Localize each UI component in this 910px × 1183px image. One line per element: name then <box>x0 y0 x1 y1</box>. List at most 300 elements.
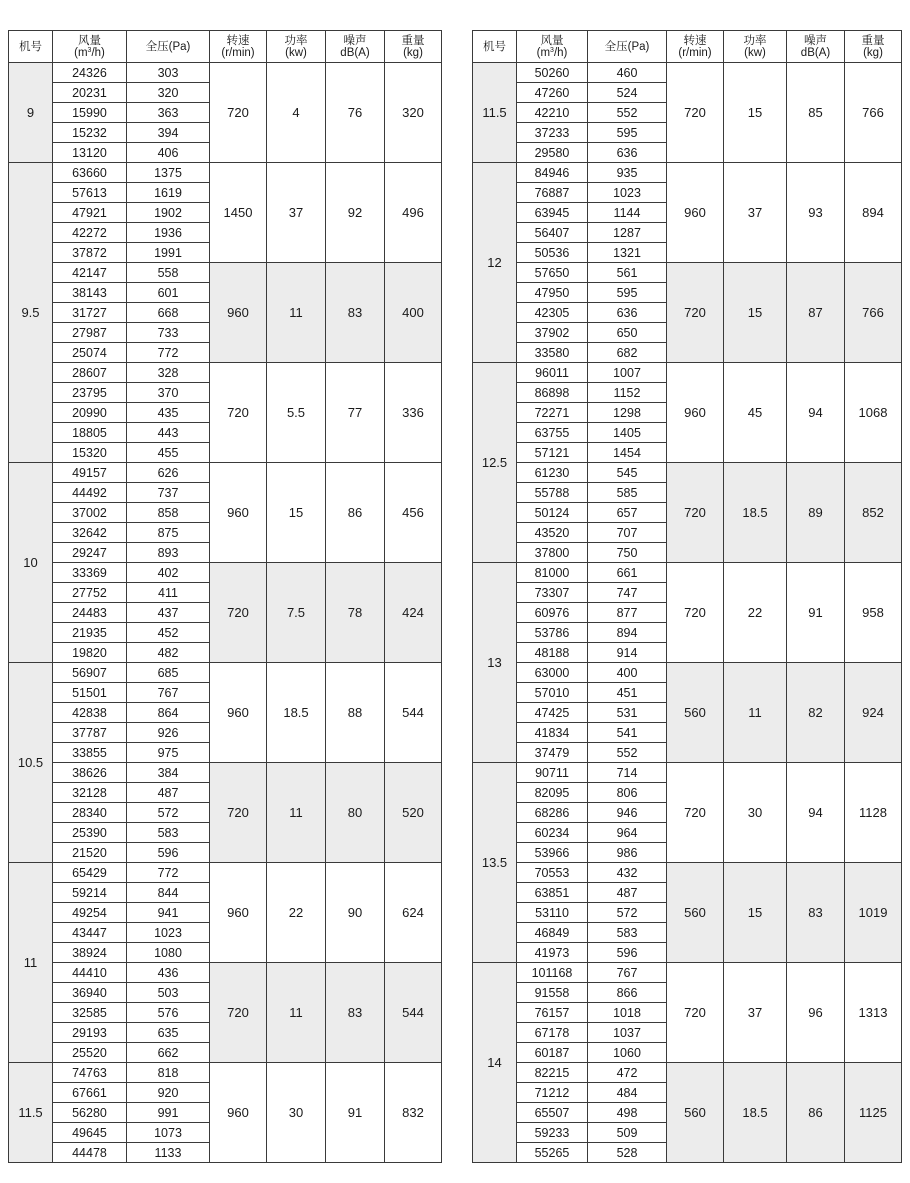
power-cell: 18.5 <box>267 663 326 763</box>
pressure-cell: 991 <box>127 1103 210 1123</box>
weight-cell: 496 <box>385 163 442 263</box>
airflow-cell: 44492 <box>53 483 127 503</box>
pressure-cell: 452 <box>127 623 210 643</box>
pressure-cell: 585 <box>588 483 667 503</box>
table-row <box>9 63 442 83</box>
airflow-cell: 76887 <box>517 183 588 203</box>
pressure-cell: 935 <box>588 163 667 183</box>
model-number-cell: 11 <box>9 863 53 1063</box>
noise-cell: 86 <box>326 463 385 563</box>
weight-cell: 852 <box>845 463 902 563</box>
pressure-cell: 893 <box>127 543 210 563</box>
airflow-cell: 27987 <box>53 323 127 343</box>
power-cell: 37 <box>724 963 787 1063</box>
weight-cell: 544 <box>385 963 442 1063</box>
pressure-cell: 946 <box>588 803 667 823</box>
power-cell: 15 <box>267 463 326 563</box>
pressure-cell: 1152 <box>588 383 667 403</box>
airflow-cell: 60976 <box>517 603 588 623</box>
weight-cell: 424 <box>385 563 442 663</box>
airflow-cell: 37233 <box>517 123 588 143</box>
airflow-cell: 38626 <box>53 763 127 783</box>
col-header-flow: 风量 $(m^3/h)$ <box>53 31 127 63</box>
model-number-cell: 14 <box>473 963 517 1163</box>
weight-cell: 320 <box>385 63 442 163</box>
pressure-cell: 552 <box>588 103 667 123</box>
airflow-cell: 63945 <box>517 203 588 223</box>
airflow-cell: 33369 <box>53 563 127 583</box>
power-cell: 18.5 <box>724 463 787 563</box>
pressure-cell: 875 <box>127 523 210 543</box>
noise-cell: 78 <box>326 563 385 663</box>
pressure-cell: 662 <box>127 1043 210 1063</box>
airflow-cell: 41834 <box>517 723 588 743</box>
pressure-cell: 1936 <box>127 223 210 243</box>
airflow-cell: 63660 <box>53 163 127 183</box>
fan-spec-table-left <box>8 30 442 1163</box>
airflow-cell: 24326 <box>53 63 127 83</box>
col-header-speed: 转速 (r/min) <box>210 31 267 63</box>
noise-cell: 96 <box>787 963 845 1063</box>
table-row <box>9 363 442 383</box>
pressure-cell: 384 <box>127 763 210 783</box>
pressure-cell: 402 <box>127 563 210 583</box>
pressure-cell: 767 <box>127 683 210 703</box>
airflow-cell: 36940 <box>53 983 127 1003</box>
pressure-cell: 432 <box>588 863 667 883</box>
pressure-cell: 406 <box>127 143 210 163</box>
pressure-cell: 595 <box>588 283 667 303</box>
airflow-cell: 44410 <box>53 963 127 983</box>
noise-cell: 77 <box>326 363 385 463</box>
airflow-cell: 57650 <box>517 263 588 283</box>
pressure-cell: 1080 <box>127 943 210 963</box>
weight-cell: 1125 <box>845 1063 902 1163</box>
speed-cell: 720 <box>210 63 267 163</box>
airflow-cell: 60234 <box>517 823 588 843</box>
col-header-noise: 噪声 dB(A) <box>326 31 385 63</box>
airflow-cell: 49157 <box>53 463 127 483</box>
table-row <box>9 763 442 783</box>
pressure-cell: 411 <box>127 583 210 603</box>
table-row <box>9 463 442 483</box>
airflow-cell: 47950 <box>517 283 588 303</box>
pressure-cell: 558 <box>127 263 210 283</box>
col-header-flow: 风量 $(m^3/h)$ <box>517 31 588 63</box>
pressure-cell: 685 <box>127 663 210 683</box>
airflow-cell: 47260 <box>517 83 588 103</box>
pressure-cell: 657 <box>588 503 667 523</box>
airflow-cell: 25390 <box>53 823 127 843</box>
pressure-cell: 975 <box>127 743 210 763</box>
table-row <box>9 1063 442 1083</box>
airflow-cell: 33855 <box>53 743 127 763</box>
model-number-cell: 9 <box>9 63 53 163</box>
pressure-cell: 561 <box>588 263 667 283</box>
airflow-cell: 63755 <box>517 423 588 443</box>
airflow-cell: 47425 <box>517 703 588 723</box>
pressure-cell: 303 <box>127 63 210 83</box>
table-row <box>473 563 902 583</box>
table-row <box>9 863 442 883</box>
col-header-weight: 重量 (kg) <box>385 31 442 63</box>
pressure-cell: 1454 <box>588 443 667 463</box>
pressure-cell: 772 <box>127 343 210 363</box>
fan-spec-table-right <box>472 30 902 1163</box>
pressure-cell: 1144 <box>588 203 667 223</box>
pressure-cell: 1018 <box>588 1003 667 1023</box>
col-header-pressure: 全压(Pa) <box>127 31 210 63</box>
power-cell: 30 <box>724 763 787 863</box>
weight-cell: 520 <box>385 763 442 863</box>
noise-cell: 86 <box>787 1063 845 1163</box>
speed-cell: 1450 <box>210 163 267 263</box>
airflow-cell: 42147 <box>53 263 127 283</box>
noise-cell: 91 <box>326 1063 385 1163</box>
airflow-cell: 15990 <box>53 103 127 123</box>
pressure-cell: 914 <box>588 643 667 663</box>
airflow-cell: 19820 <box>53 643 127 663</box>
table-row <box>9 163 442 183</box>
pressure-cell: 455 <box>127 443 210 463</box>
noise-cell: 83 <box>787 863 845 963</box>
airflow-cell: 82215 <box>517 1063 588 1083</box>
pressure-cell: 1902 <box>127 203 210 223</box>
airflow-cell: 84946 <box>517 163 588 183</box>
pressure-cell: 626 <box>127 463 210 483</box>
noise-cell: 94 <box>787 363 845 463</box>
pressure-cell: 772 <box>127 863 210 883</box>
pressure-cell: 844 <box>127 883 210 903</box>
pressure-cell: 320 <box>127 83 210 103</box>
airflow-cell: 60187 <box>517 1043 588 1063</box>
power-cell: 11 <box>724 663 787 763</box>
power-cell: 11 <box>267 263 326 363</box>
pressure-cell: 1133 <box>127 1143 210 1163</box>
col-header-speed: 转速 (r/min) <box>667 31 724 63</box>
pressure-cell: 436 <box>127 963 210 983</box>
weight-cell: 924 <box>845 663 902 763</box>
pressure-cell: 528 <box>588 1143 667 1163</box>
weight-cell: 1019 <box>845 863 902 963</box>
airflow-cell: 29193 <box>53 1023 127 1043</box>
model-number-cell: 13.5 <box>473 763 517 963</box>
model-number-cell: 11.5 <box>473 63 517 163</box>
noise-cell: 88 <box>326 663 385 763</box>
speed-cell: 960 <box>210 663 267 763</box>
pressure-cell: 1375 <box>127 163 210 183</box>
power-cell: 37 <box>724 163 787 263</box>
airflow-cell: 57613 <box>53 183 127 203</box>
pressure-cell: 394 <box>127 123 210 143</box>
pressure-cell: 894 <box>588 623 667 643</box>
airflow-cell: 50536 <box>517 243 588 263</box>
pressure-cell: 460 <box>588 63 667 83</box>
airflow-cell: 38924 <box>53 943 127 963</box>
weight-cell: 958 <box>845 563 902 663</box>
pressure-cell: 596 <box>588 943 667 963</box>
col-header-model: 机号 <box>9 31 53 63</box>
power-cell: 15 <box>724 63 787 163</box>
model-number-cell: 13 <box>473 563 517 763</box>
noise-cell: 90 <box>326 863 385 963</box>
pressure-cell: 437 <box>127 603 210 623</box>
pressure-cell: 509 <box>588 1123 667 1143</box>
pressure-cell: 576 <box>127 1003 210 1023</box>
pressure-cell: 583 <box>127 823 210 843</box>
power-cell: 30 <box>267 1063 326 1163</box>
airflow-cell: 59214 <box>53 883 127 903</box>
pressure-cell: 866 <box>588 983 667 1003</box>
airflow-cell: 43447 <box>53 923 127 943</box>
power-cell: 11 <box>267 763 326 863</box>
model-number-cell: 12.5 <box>473 363 517 563</box>
model-number-cell: 10.5 <box>9 663 53 863</box>
pressure-cell: 1298 <box>588 403 667 423</box>
pressure-cell: 503 <box>127 983 210 1003</box>
table-row <box>473 363 902 383</box>
model-number-cell: 9.5 <box>9 163 53 463</box>
airflow-cell: 49254 <box>53 903 127 923</box>
pressure-cell: 1037 <box>588 1023 667 1043</box>
pressure-cell: 1619 <box>127 183 210 203</box>
speed-cell: 960 <box>667 163 724 263</box>
airflow-cell: 57010 <box>517 683 588 703</box>
noise-cell: 92 <box>326 163 385 263</box>
power-cell: 15 <box>724 263 787 363</box>
power-cell: 37 <box>267 163 326 263</box>
noise-cell: 94 <box>787 763 845 863</box>
airflow-cell: 55265 <box>517 1143 588 1163</box>
pressure-cell: 941 <box>127 903 210 923</box>
airflow-cell: 49645 <box>53 1123 127 1143</box>
airflow-cell: 71212 <box>517 1083 588 1103</box>
pressure-cell: 596 <box>127 843 210 863</box>
airflow-cell: 24483 <box>53 603 127 623</box>
pressure-cell: 650 <box>588 323 667 343</box>
airflow-cell: 18805 <box>53 423 127 443</box>
pressure-cell: 733 <box>127 323 210 343</box>
pressure-cell: 545 <box>588 463 667 483</box>
pressure-cell: 767 <box>588 963 667 983</box>
airflow-cell: 13120 <box>53 143 127 163</box>
pressure-cell: 1991 <box>127 243 210 263</box>
airflow-cell: 59233 <box>517 1123 588 1143</box>
airflow-cell: 76157 <box>517 1003 588 1023</box>
airflow-cell: 86898 <box>517 383 588 403</box>
pressure-cell: 682 <box>588 343 667 363</box>
airflow-cell: 15232 <box>53 123 127 143</box>
noise-cell: 83 <box>326 263 385 363</box>
airflow-cell: 68286 <box>517 803 588 823</box>
pressure-cell: 484 <box>588 1083 667 1103</box>
airflow-cell: 29247 <box>53 543 127 563</box>
pressure-cell: 964 <box>588 823 667 843</box>
noise-cell: 76 <box>326 63 385 163</box>
airflow-cell: 32128 <box>53 783 127 803</box>
airflow-cell: 61230 <box>517 463 588 483</box>
airflow-cell: 38143 <box>53 283 127 303</box>
speed-cell: 720 <box>667 63 724 163</box>
pressure-cell: 451 <box>588 683 667 703</box>
speed-cell: 960 <box>210 463 267 563</box>
pressure-cell: 443 <box>127 423 210 443</box>
airflow-cell: 90711 <box>517 763 588 783</box>
airflow-cell: 91558 <box>517 983 588 1003</box>
airflow-cell: 53966 <box>517 843 588 863</box>
table-row <box>473 63 902 83</box>
pressure-cell: 858 <box>127 503 210 523</box>
airflow-cell: 73307 <box>517 583 588 603</box>
weight-cell: 766 <box>845 263 902 363</box>
speed-cell: 720 <box>667 763 724 863</box>
pressure-cell: 487 <box>127 783 210 803</box>
pressure-cell: 920 <box>127 1083 210 1103</box>
speed-cell: 720 <box>210 963 267 1063</box>
power-cell: 22 <box>724 563 787 663</box>
model-number-cell: 10 <box>9 463 53 663</box>
pressure-cell: 747 <box>588 583 667 603</box>
speed-cell: 720 <box>667 563 724 663</box>
pressure-cell: 1405 <box>588 423 667 443</box>
airflow-cell: 46849 <box>517 923 588 943</box>
pressure-cell: 400 <box>588 663 667 683</box>
pressure-cell: 1023 <box>588 183 667 203</box>
col-header-model: 机号 <box>473 31 517 63</box>
pressure-cell: 818 <box>127 1063 210 1083</box>
airflow-cell: 63000 <box>517 663 588 683</box>
pressure-cell: 595 <box>588 123 667 143</box>
weight-cell: 1068 <box>845 363 902 463</box>
airflow-cell: 72271 <box>517 403 588 423</box>
header-row <box>473 31 902 63</box>
pressure-cell: 472 <box>588 1063 667 1083</box>
speed-cell: 720 <box>667 463 724 563</box>
noise-cell: 93 <box>787 163 845 263</box>
airflow-cell: 28607 <box>53 363 127 383</box>
airflow-cell: 37479 <box>517 743 588 763</box>
pressure-cell: 370 <box>127 383 210 403</box>
weight-cell: 624 <box>385 863 442 963</box>
col-header-power: 功率 (kw) <box>267 31 326 63</box>
noise-cell: 80 <box>326 763 385 863</box>
pressure-cell: 531 <box>588 703 667 723</box>
power-cell: 18.5 <box>724 1063 787 1163</box>
col-header-weight: 重量 (kg) <box>845 31 902 63</box>
airflow-cell: 42210 <box>517 103 588 123</box>
airflow-cell: 56907 <box>53 663 127 683</box>
airflow-cell: 63851 <box>517 883 588 903</box>
noise-cell: 82 <box>787 663 845 763</box>
speed-cell: 720 <box>210 363 267 463</box>
table-row <box>473 263 902 283</box>
airflow-cell: 65429 <box>53 863 127 883</box>
speed-cell: 960 <box>667 363 724 463</box>
table-row <box>9 663 442 683</box>
airflow-cell: 15320 <box>53 443 127 463</box>
airflow-cell: 53786 <box>517 623 588 643</box>
airflow-cell: 55788 <box>517 483 588 503</box>
pressure-cell: 986 <box>588 843 667 863</box>
airflow-cell: 25074 <box>53 343 127 363</box>
power-cell: 4 <box>267 63 326 163</box>
airflow-cell: 20990 <box>53 403 127 423</box>
airflow-cell: 96011 <box>517 363 588 383</box>
power-cell: 15 <box>724 863 787 963</box>
airflow-cell: 56407 <box>517 223 588 243</box>
noise-cell: 87 <box>787 263 845 363</box>
airflow-cell: 37800 <box>517 543 588 563</box>
airflow-cell: 67661 <box>53 1083 127 1103</box>
speed-cell: 720 <box>667 963 724 1063</box>
airflow-cell: 20231 <box>53 83 127 103</box>
table-row <box>9 563 442 583</box>
speed-cell: 560 <box>667 663 724 763</box>
power-cell: 5.5 <box>267 363 326 463</box>
weight-cell: 1128 <box>845 763 902 863</box>
airflow-cell: 33580 <box>517 343 588 363</box>
pressure-cell: 1007 <box>588 363 667 383</box>
noise-cell: 85 <box>787 63 845 163</box>
table-row <box>473 663 902 683</box>
power-cell: 7.5 <box>267 563 326 663</box>
power-cell: 22 <box>267 863 326 963</box>
weight-cell: 400 <box>385 263 442 363</box>
pressure-cell: 1287 <box>588 223 667 243</box>
airflow-cell: 74763 <box>53 1063 127 1083</box>
pressure-cell: 328 <box>127 363 210 383</box>
weight-cell: 544 <box>385 663 442 763</box>
col-header-pressure: 全压(Pa) <box>588 31 667 63</box>
table-row <box>473 163 902 183</box>
pressure-cell: 877 <box>588 603 667 623</box>
power-cell: 45 <box>724 363 787 463</box>
pressure-cell: 1060 <box>588 1043 667 1063</box>
table-row <box>473 1063 902 1083</box>
airflow-cell: 101168 <box>517 963 588 983</box>
noise-cell: 91 <box>787 563 845 663</box>
speed-cell: 720 <box>210 763 267 863</box>
model-number-cell: 12 <box>473 163 517 363</box>
pressure-cell: 636 <box>588 303 667 323</box>
airflow-cell: 29580 <box>517 143 588 163</box>
airflow-cell: 50260 <box>517 63 588 83</box>
pressure-cell: 552 <box>588 743 667 763</box>
pressure-cell: 707 <box>588 523 667 543</box>
airflow-cell: 27752 <box>53 583 127 603</box>
airflow-cell: 23795 <box>53 383 127 403</box>
table-row <box>473 963 902 983</box>
pressure-cell: 601 <box>127 283 210 303</box>
speed-cell: 720 <box>210 563 267 663</box>
model-number-cell: 11.5 <box>9 1063 53 1163</box>
pressure-cell: 661 <box>588 563 667 583</box>
pressure-cell: 737 <box>127 483 210 503</box>
speed-cell: 560 <box>667 863 724 963</box>
airflow-cell: 65507 <box>517 1103 588 1123</box>
airflow-cell: 25520 <box>53 1043 127 1063</box>
col-header-power: 功率 (kw) <box>724 31 787 63</box>
table-row <box>9 963 442 983</box>
airflow-cell: 47921 <box>53 203 127 223</box>
airflow-cell: 42272 <box>53 223 127 243</box>
speed-cell: 560 <box>667 1063 724 1163</box>
weight-cell: 894 <box>845 163 902 263</box>
col-header-noise: 噪声 dB(A) <box>787 31 845 63</box>
pressure-cell: 572 <box>588 903 667 923</box>
airflow-cell: 42305 <box>517 303 588 323</box>
airflow-cell: 37902 <box>517 323 588 343</box>
